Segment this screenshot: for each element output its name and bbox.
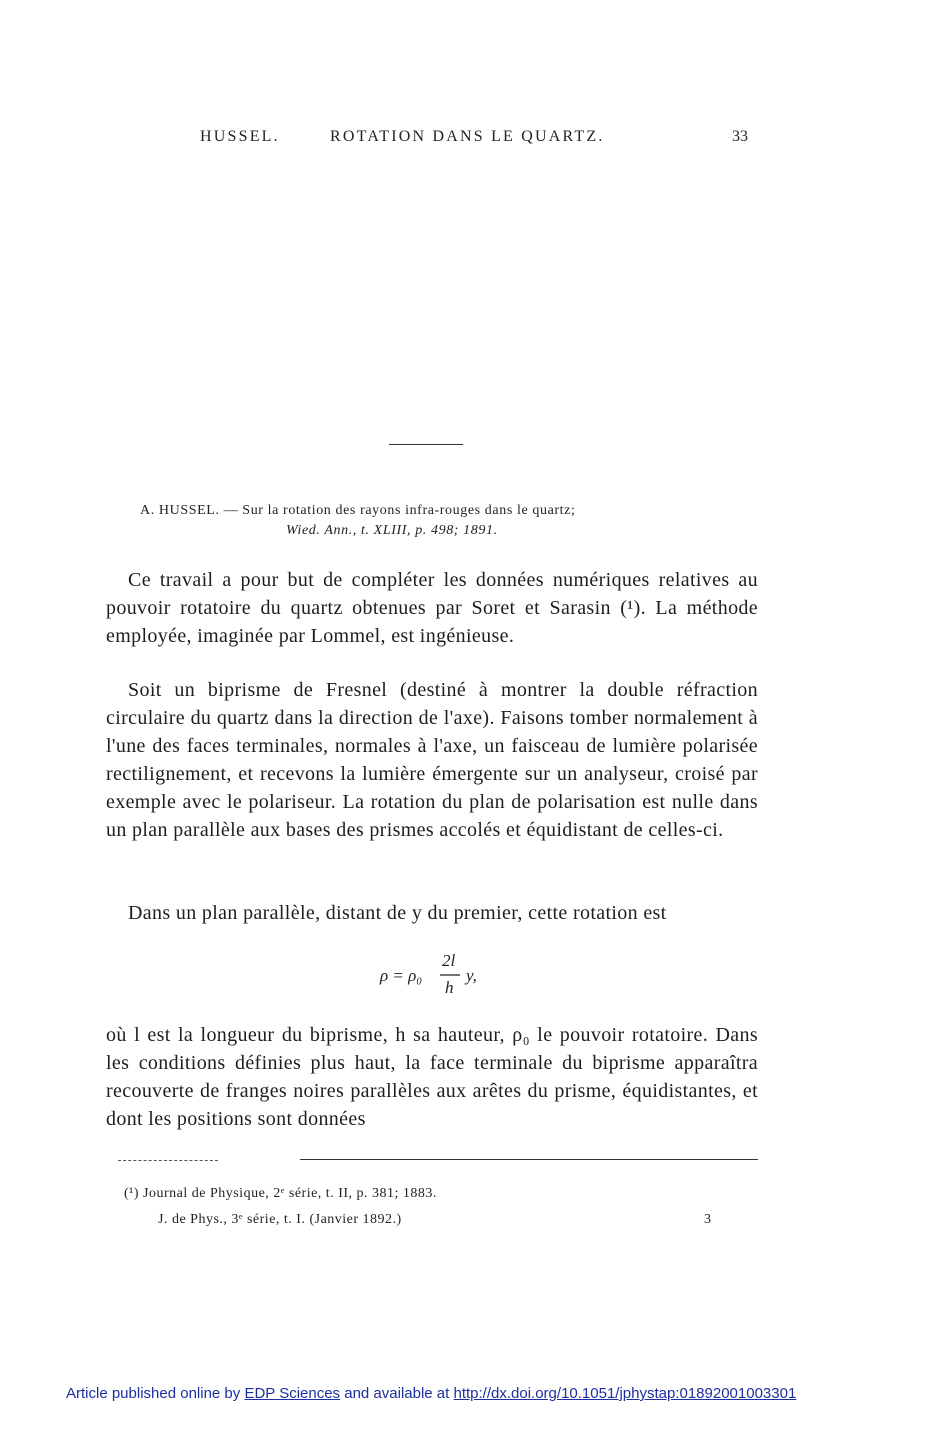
- rotation-formula: [360, 952, 530, 1003]
- paragraph-1: Ce travail a pour but de compléter les données numériques relatives au pouvoir rotatoire du quartz obtenues par Soret et Sarasin (¹). La méthode employée, imaginée par Lommel, est ingénieuse.: [106, 569, 758, 647]
- running-head: [200, 128, 760, 150]
- paragraph-2: Soit un biprisme de Fresnel (destiné à montrer la double réfraction circulaire du quartz dans la direction de l'axe). Faisons tomber normalement à l'une des faces terminales, normales à l'axe, un faisceau de lumière polarisée rectilignement, et recevons la lumière émergente sur un analyseur, croisé par exemple avec le polariseur. La rotation du plan de polarisation est nulle dans un plan parallèle aux bases des prismes accolés et équidistant de celles-ci.: [106, 679, 758, 841]
- formula-graphic: [360, 952, 530, 998]
- paragraph-3: Dans un plan parallèle, distant de y du premier, cette rotation est: [128, 902, 667, 924]
- running-head-author: HUSSEL.: [200, 128, 280, 145]
- publisher-prefix: Article published online by: [66, 1385, 241, 1402]
- publisher-middle: and available at: [344, 1385, 450, 1402]
- footnote-rule-left: [118, 1160, 218, 1161]
- citation-line-1: A. HUSSEL. — Sur la rotation des rayons infra-rouges dans le quartz;: [140, 503, 576, 518]
- section-separator-rule: [389, 444, 463, 445]
- running-head-title: ROTATION DANS LE QUARTZ.: [330, 128, 605, 145]
- paragraph-4: où l est la longueur du biprisme, h sa hauteur, ρ₀ le pouvoir rotatoire. Dans les conditions définies plus haut, la face terminale du biprisme apparaîtra recouverte de franges noires parallèles aux arêtes du prisme, équidistantes, et dont les positions sont données: [106, 1024, 758, 1130]
- doi-link[interactable]: http://dx.doi.org/10.1051/jphystap:01892001003301: [453, 1385, 797, 1402]
- publisher-banner: [66, 1385, 796, 1402]
- footnote-rule-right: [300, 1159, 758, 1160]
- formula-rhs: y,: [466, 966, 477, 985]
- formula-lhs: ρ = ρ₀: [380, 966, 423, 985]
- formula-denominator: h: [445, 978, 454, 997]
- formula-numerator: 2l: [442, 952, 456, 970]
- footnote-1: (¹) Journal de Physique, 2ᵉ série, t. II, p. 381; 1883.: [124, 1186, 437, 1201]
- page-number: 33: [732, 128, 748, 145]
- footnote-2: J. de Phys., 3ᵉ série, t. I. (Janvier 1892.): [158, 1212, 402, 1227]
- citation-line-2: Wied. Ann., t. XLIII, p. 498; 1891.: [286, 523, 498, 538]
- signature-mark: 3: [704, 1212, 712, 1227]
- edp-sciences-link[interactable]: EDP Sciences: [244, 1385, 341, 1402]
